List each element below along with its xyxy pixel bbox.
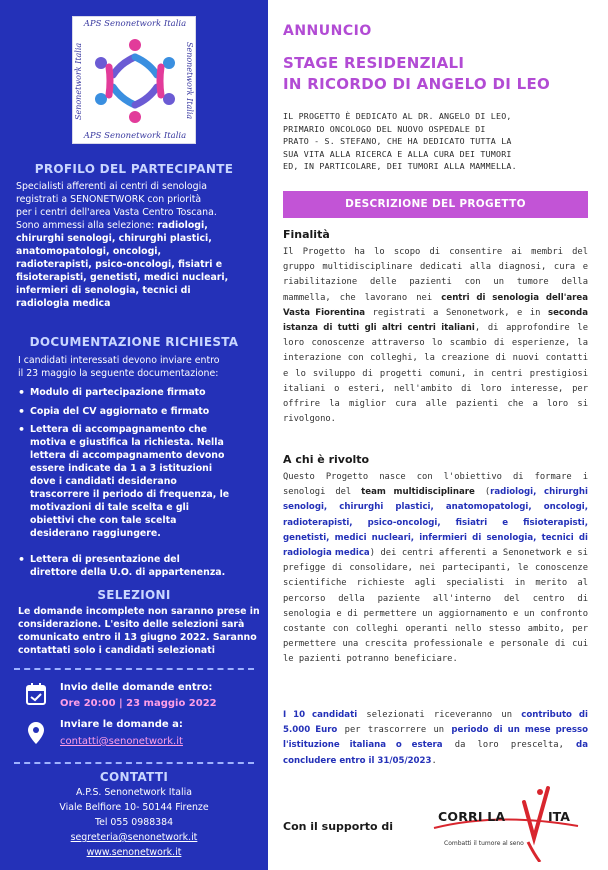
sponsor-name-a: CORRI LA <box>438 809 506 824</box>
annuncio-label: ANNUNCIO <box>283 23 372 39</box>
documentazione-title: DOCUMENTAZIONE RICHIESTA <box>29 335 239 349</box>
sponsor-tagline: Combatti il tumore al seno <box>444 840 524 847</box>
calendar-check-icon <box>26 683 46 705</box>
documentazione-intro: I candidati interessati devono inviare entro il 23 maggio la seguente documentazione: <box>18 355 220 379</box>
profilo-text: Specialisti afferenti ai centri di senologia registrati a SENONETWORK con priorità per i centri dell'area Vasta Centro Toscana. Sono ammessi alla selezione: radiologi, chirurghi senologi, chirurghi plastici, anatomopatologi, oncologi, radioterapisti, psico-oncologi, fisiatri e fisioterapisti, genetisti, medici nucleari, infermieri di senologia, tecnici di radiologia medica <box>16 181 229 309</box>
finalita-title: Finalità <box>283 228 330 241</box>
annuncio-title-1: STAGE RESIDENZIALI <box>283 54 465 72</box>
annuncio-title-2: IN RICORDO DI ANGELO DI LEO <box>283 75 551 93</box>
logo-left-text: Senonetwork Italia <box>74 42 83 120</box>
profilo-title: PROFILO DEL PARTECIPANTE <box>34 162 234 176</box>
doc-bullet-presentazione: • Lettera di presentazione del direttore della U.O. di appartenenza. <box>30 553 262 579</box>
divider-bottom <box>14 762 254 764</box>
candidati-text: I 10 candidati selezionati riceveranno un contributo di 5.000 Euro per trascorrere un periodo di un mese presso l'istituzione italiana o estera da loro prescelta, da concludere entro il 31/05/2023. <box>283 710 588 766</box>
supporto-label: Con il supporto di <box>283 820 394 833</box>
contatti-web-link[interactable]: www.senonetwork.it <box>86 847 182 858</box>
senonetwork-logo <box>72 16 196 144</box>
descrizione-band: DESCRIZIONE DEL PROGETTO <box>283 191 588 218</box>
logo-figures-icon <box>91 33 179 129</box>
location-pin-icon <box>28 722 44 744</box>
doc-bullet-lettera: • Lettera di accompagnamento che motiva e giustifica la richiesta. Nella lettera di accompagnamento devono essere indicate da 1 a 3 istituzioni dove i candidati desiderano trascorrere il periodo di frequenza, le motivazioni di tale scelta e gli obiettivi che con tale scelta desiderano raggiungere. <box>30 423 262 540</box>
finalita-text: Il Progetto ha lo scopo di consentire ai membri del gruppo multidisciplinare dedicati alla diagnosi, cura e riabilitazione delle pazienti con un tumore della mammella, che lavorano nei centri di senologia dell'area Vasta Fiorentina registrati a Senonetwork, e in seconda istanza di tutti gli altri centri italiani, di approfondire le loro conoscenze attraverso lo scambio di esperienze, la interazione con colleghi, la creazione di nuovi contatti e lo sviluppo di progetti comuni, in centri prestigiosi italiani o esteri, nell'ambito di loro interesse, per offrire la miglior cura alle pazienti che a loro si rivolgono. <box>283 247 588 425</box>
left-sidebar <box>0 0 268 870</box>
divider-top <box>14 668 254 670</box>
selezioni-text: Le domande incomplete non saranno prese in considerazione. L'esito delle selezioni sarà comunicato entro il 13 giugno 2022. Saranno contattati solo i candidati selezionati <box>18 606 260 656</box>
corri-la-vita-logo <box>428 782 593 862</box>
contatti-phone: Tel 055 0988384 <box>94 817 174 828</box>
doc-bullet-cv: • Copia del CV aggiornato e firmato <box>30 405 262 418</box>
doc-bullet-modulo: • Modulo di partecipazione firmato <box>30 386 262 399</box>
achi-title: A chi è rivolto <box>283 453 370 466</box>
contatti-address: Viale Belfiore 10- 50144 Firenze <box>59 802 209 813</box>
annuncio-intro: IL PROGETTO È DEDICATO AL DR. ANGELO DI LEO, PRIMARIO ONCOLOGO DEL NUOVO OSPEDALE DI PRATO - S. STEFANO, CHE HA DEDICATO TUTTA LA SUA VITA ALLA RICERCA E ALLA CURA DEI TUMORI ED, IN PARTICOLARE, DEI TUMORI ALLA MAMMELLA. <box>283 111 517 171</box>
selezioni-title: SELEZIONI <box>97 588 171 602</box>
invio-deadline: Ore 20:00 | 23 maggio 2022 <box>60 698 217 709</box>
contatti-title: CONTATTI <box>99 770 169 784</box>
invio-label: Invio delle domande entro: <box>60 682 213 693</box>
logo-right-text: Senonetwork Italia <box>185 42 194 120</box>
logo-top-text: APS Senonetwork Italia <box>83 19 187 29</box>
inviare-email-link[interactable]: contatti@senonetwork.it <box>60 736 183 747</box>
sponsor-name-b: ITA <box>548 809 570 824</box>
contatti-email-link[interactable]: segreteria@senonetwork.it <box>70 832 198 843</box>
contatti-org: A.P.S. Senonetwork Italia <box>76 787 192 798</box>
inviare-label: Inviare le domande a: <box>60 719 183 730</box>
achi-text: Questo Progetto nasce con l'obiettivo di formare i senologi del team multidisciplinare (radiologi, chirurghi senologi, chirurghi plastici, anatomopatologi, oncologi, radioterapisti, psico-oncologi, fisiatri e fisioterapisti, genetisti, medici nucleari, infermieri di senologia, tecnici di radiologia medica) dei centri afferenti a Senonetwork e si prefigge di consolidare, nei partecipanti, le conoscenze scientifiche richieste agli specialisti in merito al percorso della paziente all'interno del centro di senologia e di permettere un aggiornamento e un confronto costante con colleghi operanti nello stesso ambito, per permettere una crescita professionale e personale di cui le pazienti potranno beneficiare. <box>283 472 588 665</box>
logo-bottom-text: APS Senonetwork Italia <box>83 131 187 141</box>
